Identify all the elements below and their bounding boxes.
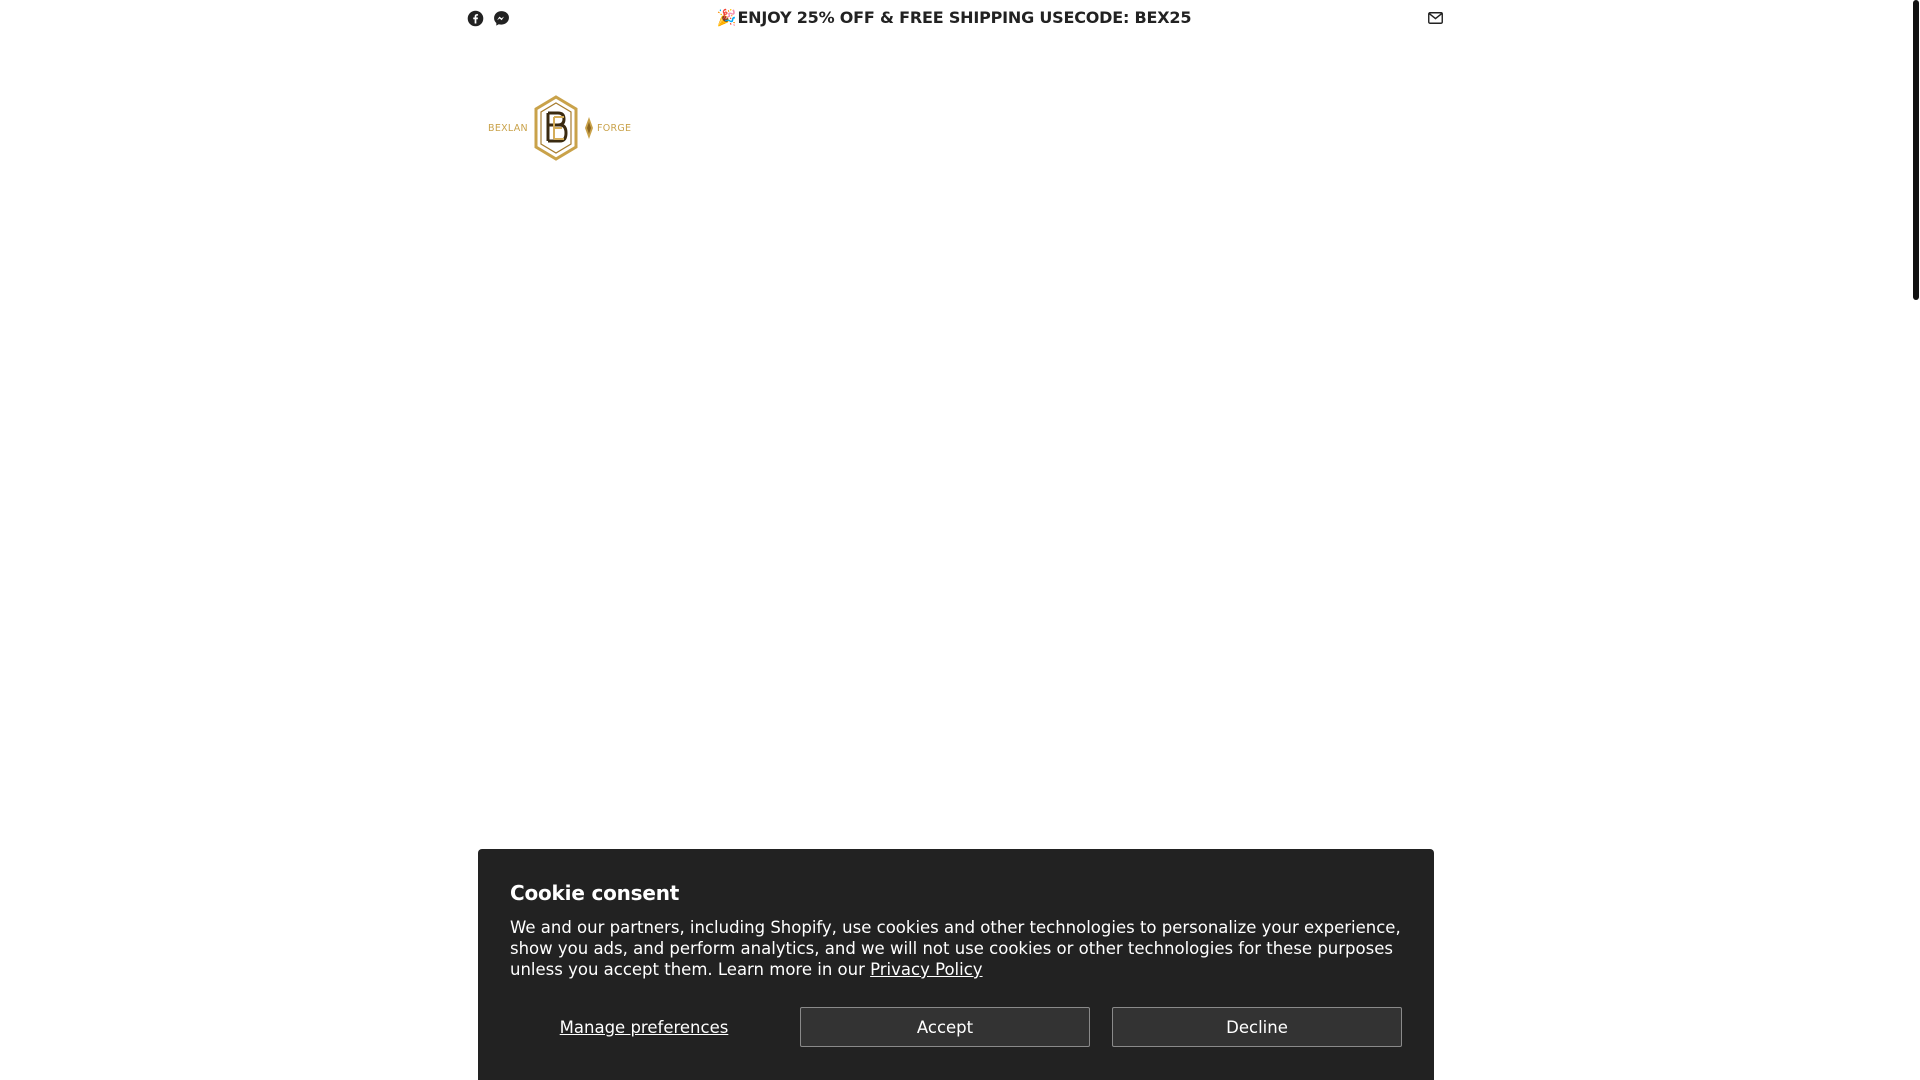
cookie-consent-text: We and our partners, including Shopify, use cookies and other technologies to personalize your experience, show you ads, and perform analytics, and we will not use cookies or other technologies for these purposes unless you accept them. Learn more in our <box>510 918 1401 979</box>
cookie-actions <box>510 1007 1402 1047</box>
scrollbar-track[interactable] <box>1908 0 1920 1080</box>
announcement-text-wrap <box>0 8 1908 27</box>
logo-word-right: FORGE <box>596 122 632 134</box>
store-logo[interactable] <box>488 92 648 164</box>
announcement-bar <box>0 0 1908 36</box>
logo-word-left: BEXLAN <box>488 122 528 134</box>
cookie-consent-title: Cookie consent <box>510 881 680 905</box>
decline-button[interactable]: Decline <box>1112 1007 1402 1047</box>
announcement-text: ENJOY 25% OFF & FREE SHIPPING USECODE: BEX25 <box>737 8 1192 27</box>
mail-icon[interactable] <box>1426 10 1444 26</box>
scrollbar-thumb[interactable] <box>1913 0 1919 300</box>
manage-preferences-button[interactable]: Manage preferences <box>559 1017 729 1037</box>
privacy-policy-link[interactable]: Privacy Policy <box>870 960 983 979</box>
logo-flame-icon <box>584 116 594 140</box>
party-popper-icon: 🎉 <box>716 8 737 27</box>
cookie-consent-body <box>510 917 1410 980</box>
accept-button[interactable]: Accept <box>800 1007 1090 1047</box>
logo-emblem-icon <box>534 95 578 161</box>
cookie-consent-banner <box>478 849 1434 1080</box>
